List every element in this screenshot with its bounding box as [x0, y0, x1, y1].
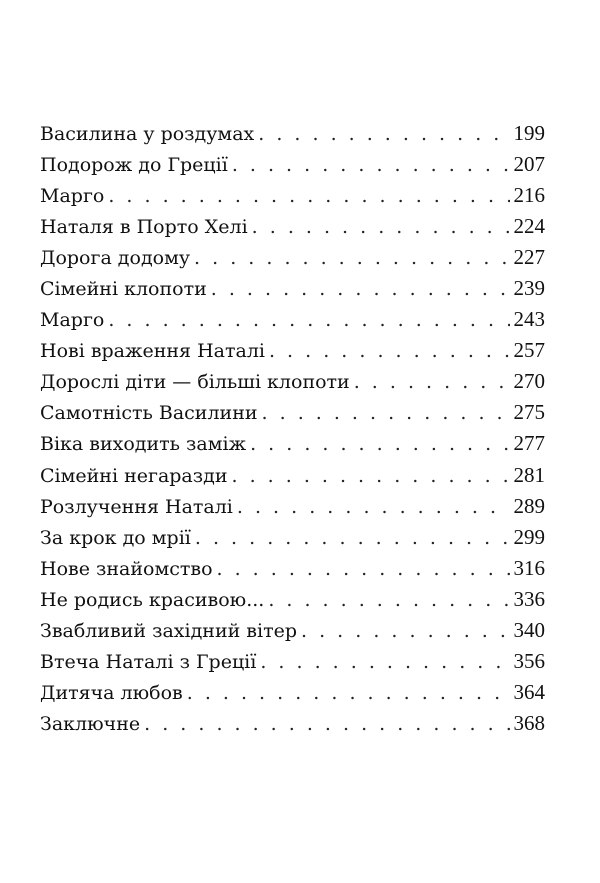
dot-leader	[187, 678, 510, 709]
toc-entry-page: 299	[513, 524, 545, 549]
toc-entry-page: 364	[513, 679, 545, 704]
toc-entry	[40, 397, 545, 428]
toc-entry-title: Нові враження Наталі	[40, 340, 265, 363]
toc-entry	[40, 708, 545, 739]
toc-entry	[40, 180, 545, 211]
toc-entry-page: 224	[513, 214, 545, 239]
toc-entry-title: За крок до мрії	[40, 526, 191, 549]
toc-entry-title: Подорож до Греції	[40, 154, 228, 177]
toc-entry-page: 243	[513, 307, 545, 332]
toc-entry	[40, 646, 545, 677]
dot-leader	[301, 616, 509, 647]
toc-entry	[40, 304, 545, 335]
toc-entry-page: 275	[513, 400, 545, 425]
toc-entry-page: 356	[513, 648, 545, 673]
toc-entry	[40, 677, 545, 708]
dot-leader	[108, 181, 509, 212]
toc-entry-page: 336	[513, 586, 545, 611]
toc-entry-page: 227	[513, 245, 545, 270]
toc-entry	[40, 118, 545, 149]
toc-entry	[40, 211, 545, 242]
toc-entry-title: Самотність Василини	[40, 402, 258, 425]
dot-leader	[354, 367, 510, 398]
toc-entry	[40, 491, 545, 522]
toc-entry-title: Не родись красивою...	[40, 588, 265, 611]
toc-entry-page: 216	[513, 183, 545, 208]
toc-entry	[40, 242, 545, 273]
toc-entry	[40, 553, 545, 584]
toc-entry-title: Марго	[40, 185, 105, 208]
dot-leader	[144, 709, 509, 740]
toc-entry	[40, 615, 545, 646]
toc-entry-title: Дитяча любов	[40, 681, 183, 704]
toc-entry-page: 289	[513, 493, 545, 518]
toc-entry	[40, 273, 545, 304]
toc-entry-page: 257	[513, 338, 545, 363]
dot-leader	[250, 429, 509, 460]
toc-entry-page: 277	[513, 431, 545, 456]
dot-leader	[262, 398, 510, 429]
toc-entry-page: 199	[513, 121, 545, 145]
dot-leader	[237, 492, 510, 523]
dot-leader	[258, 119, 509, 150]
dot-leader	[211, 274, 510, 305]
toc-entry	[40, 584, 545, 615]
toc-entry-title: Розлучення Наталі	[40, 495, 233, 518]
toc-entry	[40, 149, 545, 180]
dot-leader	[232, 150, 510, 181]
toc-entry	[40, 522, 545, 553]
toc-entry	[40, 335, 545, 366]
toc-entry-title: Звабливий західний вітер	[40, 619, 298, 642]
toc-entry-title: Сімейні клопоти	[40, 278, 207, 301]
table-of-contents	[40, 118, 545, 739]
toc-entry	[40, 366, 545, 397]
dot-leader	[252, 212, 510, 243]
toc-entry-title: Василина у роздумах	[40, 123, 255, 145]
toc-entry-page: 239	[513, 276, 545, 301]
dot-leader	[195, 523, 510, 554]
toc-entry-page: 207	[513, 152, 545, 177]
toc-entry-title: Заключне	[40, 712, 141, 735]
toc-entry	[40, 428, 545, 459]
toc-entry	[40, 460, 545, 491]
toc-entry-page: 270	[513, 369, 545, 394]
toc-entry-page: 340	[513, 617, 545, 642]
toc-entry-page: 281	[513, 462, 545, 487]
toc-entry-page: 316	[513, 555, 545, 580]
toc-entry-title: Наталя в Порто Хелі	[40, 216, 248, 239]
toc-entry-title: Марго	[40, 309, 105, 332]
dot-leader	[232, 461, 510, 492]
dot-leader	[194, 243, 509, 274]
dot-leader	[268, 585, 509, 616]
dot-leader	[260, 647, 509, 678]
dot-leader	[217, 554, 510, 585]
toc-entry-title: Сімейні негаразди	[40, 464, 228, 487]
toc-entry-title: Віка виходить заміж	[40, 433, 247, 456]
toc-entry-title: Дорослі діти — більші клопоти	[40, 371, 350, 394]
toc-entry-title: Дорога додому	[40, 247, 191, 270]
toc-entry-title: Нове знайомство	[40, 557, 213, 580]
dot-leader	[269, 336, 510, 367]
toc-entry-page: 368	[513, 710, 545, 735]
toc-entry-title: Втеча Наталі з Греції	[40, 650, 257, 673]
dot-leader	[108, 305, 509, 336]
